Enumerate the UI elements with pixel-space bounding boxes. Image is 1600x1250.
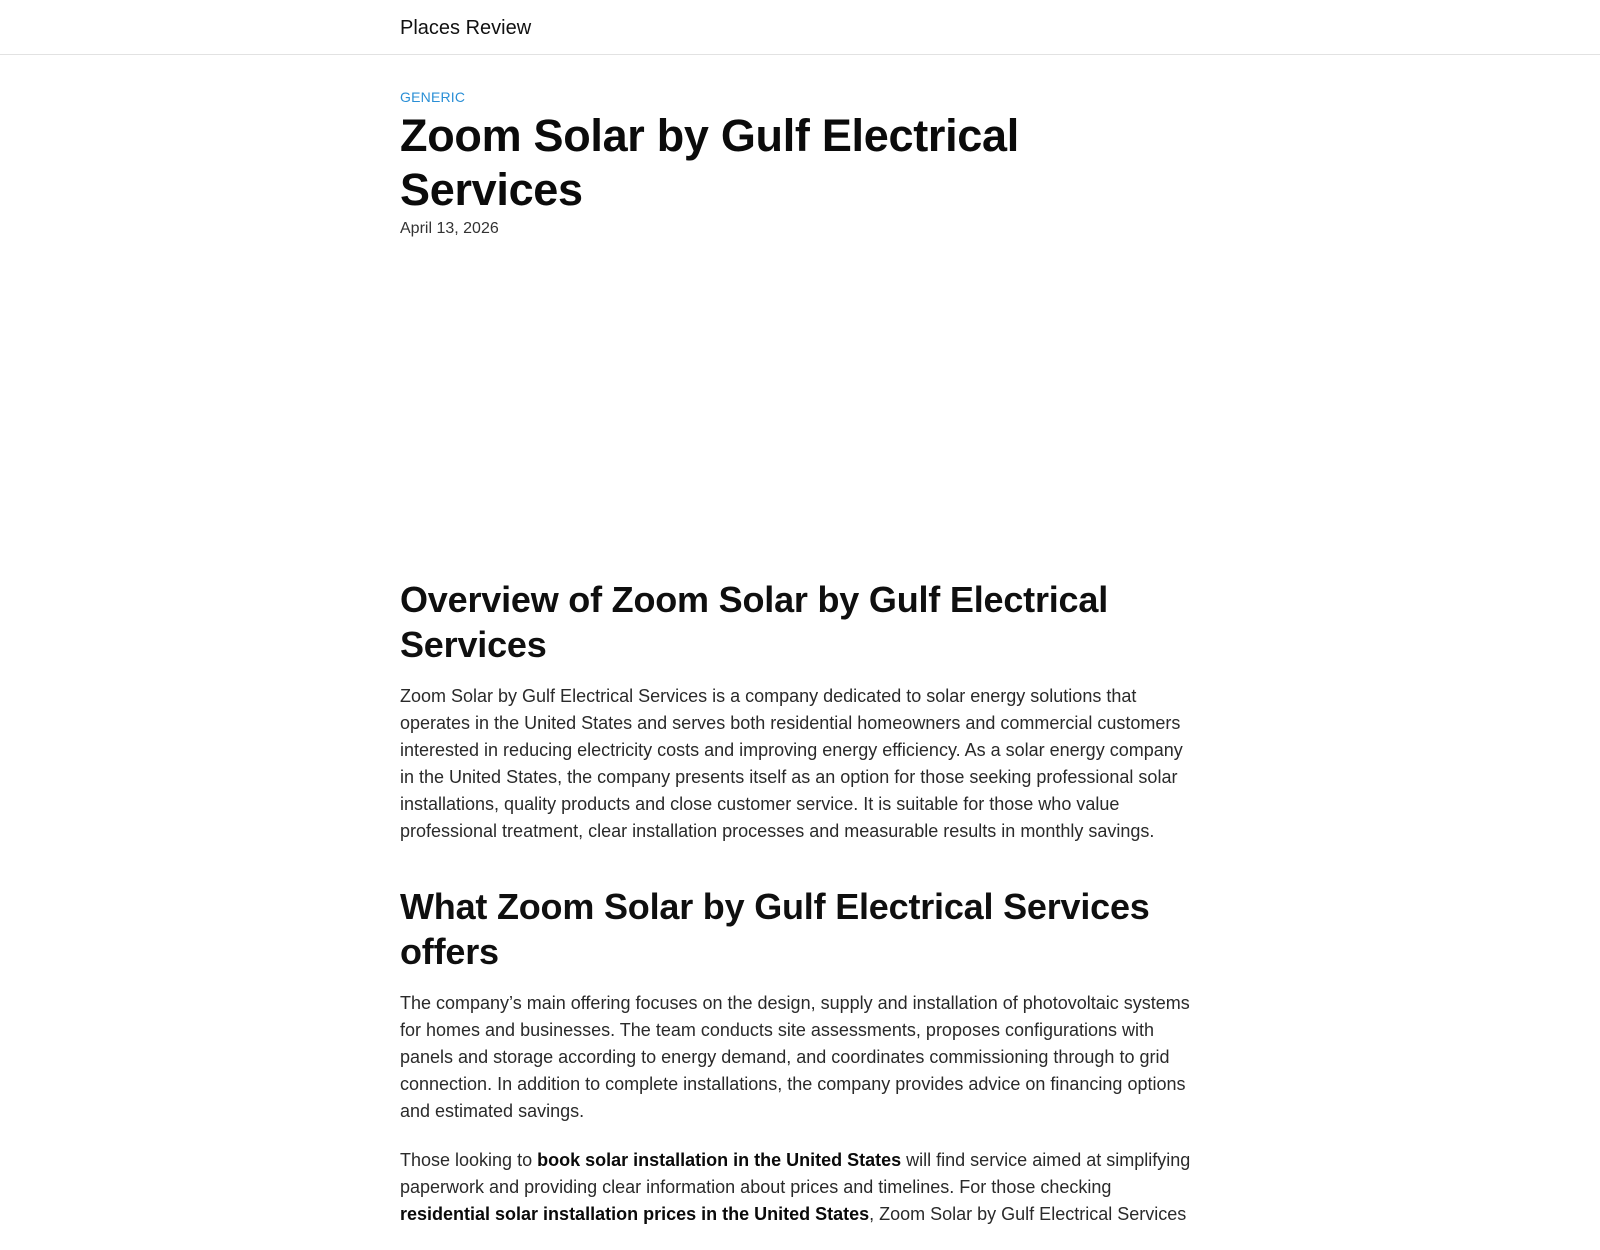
- text-run: , Zoom Solar by Gulf Electrical Services: [869, 1204, 1187, 1224]
- site-title-link[interactable]: Places Review: [400, 17, 532, 39]
- article: [400, 55, 1200, 1250]
- post-title: Zoom Solar by Gulf Electrical Services: [400, 110, 1019, 215]
- section-heading: What Zoom Solar by Gulf Electrical Services offers: [400, 886, 1150, 972]
- category-link[interactable]: GENERIC: [400, 89, 466, 105]
- post-date: April 13, 2026: [400, 220, 499, 237]
- section-overview: [400, 577, 1200, 845]
- section-heading: Overview of Zoom Solar by Gulf Electrical Services: [400, 579, 1109, 665]
- section-offers: [400, 884, 1200, 1228]
- site-header: [0, 0, 1600, 55]
- text-run: Those looking to: [400, 1150, 538, 1170]
- paragraph: Zoom Solar by Gulf Electrical Services is a company dedicated to solar energy solutions that operates in the United States and serves both residential homeowners and commercial customers interested in reducing electricity costs and improving energy efficiency. As a solar energy company in the United States, the company presents itself as an option for those seeking professional solar installations, quality products and close customer service. It is suitable for those who value professional treatment, clear installation processes and measurable results in monthly savings.: [400, 686, 1183, 841]
- text-run: will find service aimed at simplifying paperwork and providing clear information about prices and timelines. For those checking: [400, 1150, 1191, 1197]
- paragraph: The company’s main offering focuses on the design, supply and installation of photovoltaic systems for homes and businesses. The team conducts site assessments, proposes configurations with panels and storage according to energy demand, and coordinates commissioning through to grid connection. In addition to complete installations, the company provides advice on financing options and estimated savings.: [400, 993, 1190, 1121]
- paragraph: [400, 1147, 1200, 1228]
- ad-placeholder: [400, 239, 1200, 577]
- bold-text: residential solar installation prices in the United States: [400, 1204, 870, 1224]
- bold-text: book solar installation in the United States: [537, 1150, 902, 1170]
